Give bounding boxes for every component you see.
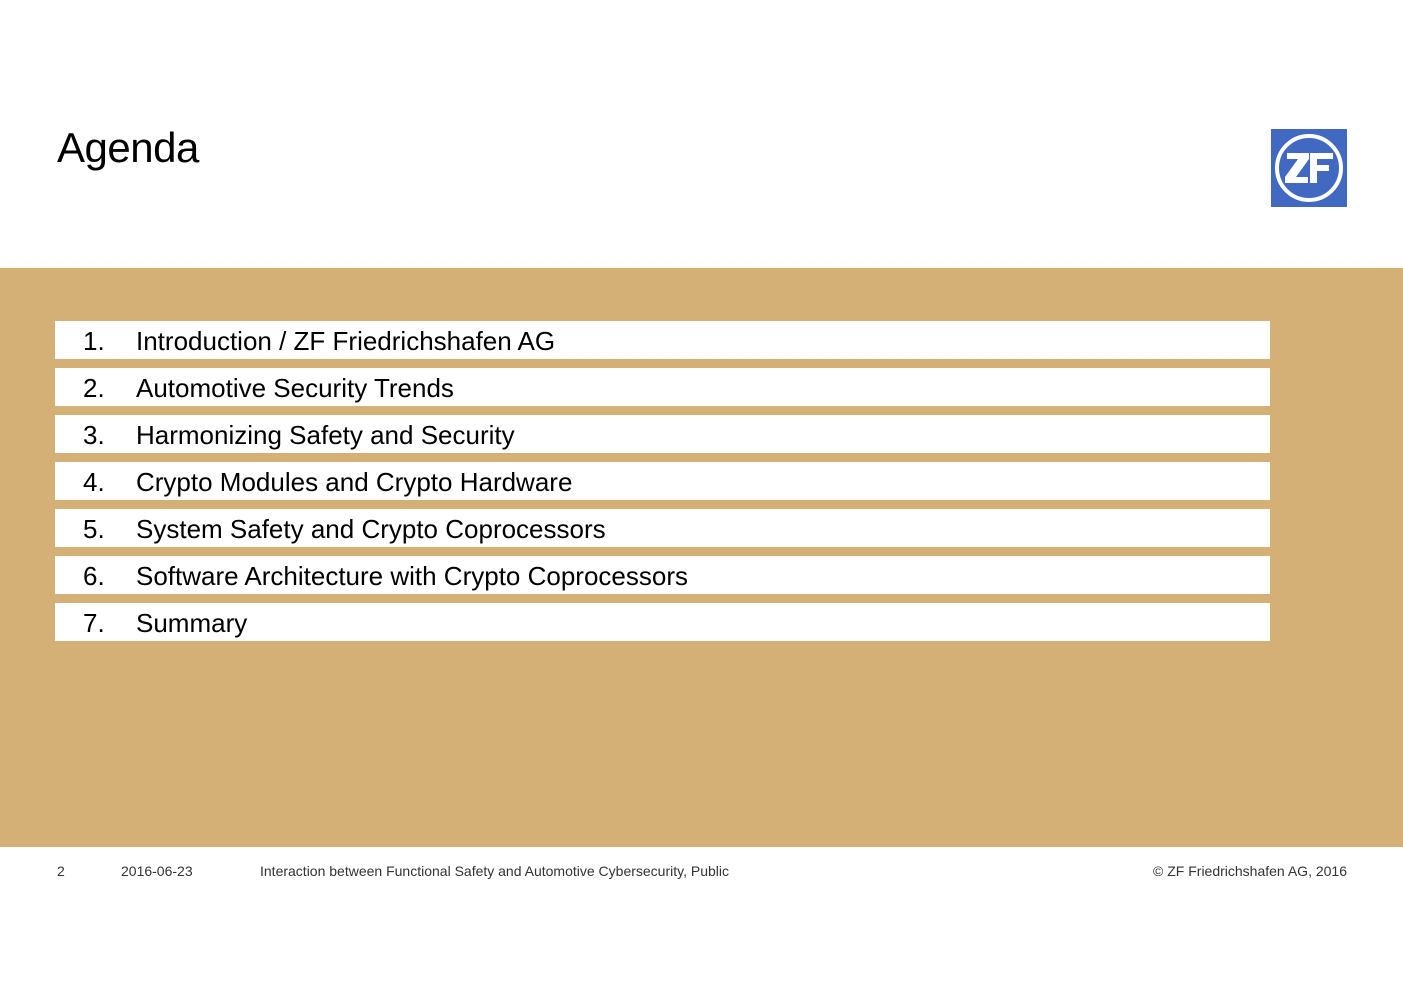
agenda-item-label: Summary (136, 608, 248, 638)
agenda-item (55, 415, 1270, 453)
zf-logo (1271, 129, 1347, 207)
agenda-item (55, 321, 1270, 359)
agenda-item (55, 509, 1270, 547)
agenda-item (55, 462, 1270, 500)
agenda-item-number: 5. (83, 514, 105, 544)
footer-copyright: © ZF Friedrichshafen AG, 2016 (1153, 863, 1347, 879)
agenda-item-label: System Safety and Crypto Coprocessors (136, 514, 606, 544)
agenda-item-label: Crypto Modules and Crypto Hardware (136, 467, 573, 497)
agenda-item-label: Introduction / ZF Friedrichshafen AG (136, 326, 556, 356)
footer-page-number: 2 (57, 863, 65, 879)
agenda-item (55, 368, 1270, 406)
agenda-item (55, 556, 1270, 594)
agenda-item-number: 6. (83, 561, 105, 591)
zf-logo-icon (1271, 129, 1347, 207)
agenda-item-label: Software Architecture with Crypto Coprocessors (136, 561, 688, 591)
agenda-item-number: 7. (83, 608, 105, 638)
page-title: Agenda (57, 124, 199, 171)
agenda-item-number: 4. (83, 467, 105, 497)
agenda-item (55, 603, 1270, 641)
footer-date: 2016-06-23 (121, 863, 193, 879)
agenda-item-number: 2. (83, 373, 105, 403)
agenda-item-label: Harmonizing Safety and Security (136, 420, 515, 450)
agenda-item-number: 1. (83, 326, 105, 356)
agenda-item-label: Automotive Security Trends (136, 373, 454, 403)
agenda-list (55, 321, 1270, 650)
agenda-item-number: 3. (83, 420, 105, 450)
footer-description: Interaction between Functional Safety and Automotive Cybersecurity, Public (260, 863, 729, 879)
